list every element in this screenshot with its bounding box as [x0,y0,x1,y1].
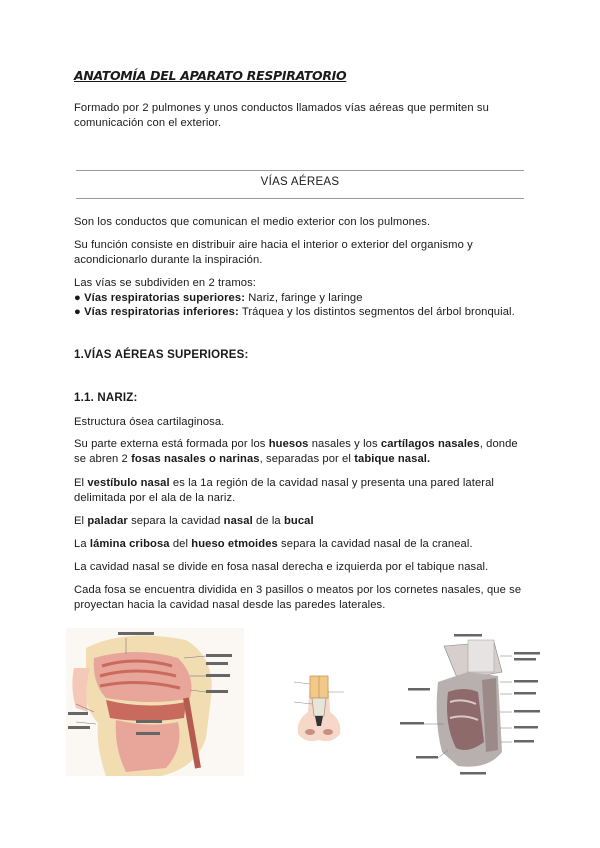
paragraph-nasal-division: La cavidad nasal se divide en fosa nasal derecha e izquierda por el tabique nasal. [74,561,489,573]
paragraph-subdivision: Las vías se subdividen en 2 tramos: [74,277,256,289]
paragraph-vestibule: El vestíbulo nasal es la 1a región de la cavidad nasal y presenta una pared lateral delimitada por el ala de la nariz. [74,477,494,504]
paragraph-structure: Estructura ósea cartilaginosa. [74,416,225,428]
section-rule-top [76,170,524,171]
section-rule-bottom [76,198,524,199]
sagittal-head-illustration [66,628,244,776]
nose-front-illustration [288,672,350,748]
paragraph-external-nose: Su parte externa está formada por los huesos nasales y los cartílagos nasales, donde se abren 2 fosas nasales o narinas, separadas por el tabique nasal. [74,438,518,465]
paragraph-definition: Son los conductos que comunican el medio exterior con los pulmones. [74,216,431,228]
bullet-mark: ● [74,306,81,318]
bullet-lower-text: Tráquea y los distintos segmentos del árbol bronquial. [238,306,515,318]
section-title: VÍAS AÉREAS [260,176,340,188]
bullet-upper-airways [74,291,534,306]
bullet-mark: ● [74,292,81,304]
page-title: ANATOMÍA DEL APARATO RESPIRATORIO [74,68,347,83]
bullet-upper-text: Nariz, faringe y laringe [245,292,363,304]
bullet-lower-airways [74,305,544,320]
paragraph-cribriform-plate: La lámina cribosa del hueso etmoides separa la cavidad nasal de la craneal. [74,538,473,550]
bullet-lower-label: Vías respiratorias inferiores: [84,306,239,318]
intro-paragraph: Formado por 2 pulmones y unos conductos llamados vías aéreas que permiten su comunicación con el exterior. [74,102,489,129]
paragraph-meatus: Cada fosa se encuentra dividida en 3 pasillos o meatos por los cornetes nasales, que se proyectan hacia la cavidad nasal desde las paredes laterales. [74,584,522,611]
paragraph-palate: El paladar separa la cavidad nasal de la bucal [74,515,314,527]
heading-upper-airways: 1.VÍAS AÉREAS SUPERIORES: [74,349,249,361]
nasal-cavity-section-illustration [398,632,548,778]
bullet-upper-label: Vías respiratorias superiores: [84,292,246,304]
paragraph-function: Su función consiste en distribuir aire hacia el interior o exterior del organismo y acondicionarlo durante la inspiración. [74,239,473,266]
heading-nose: 1.1. NARIZ: [74,392,138,404]
